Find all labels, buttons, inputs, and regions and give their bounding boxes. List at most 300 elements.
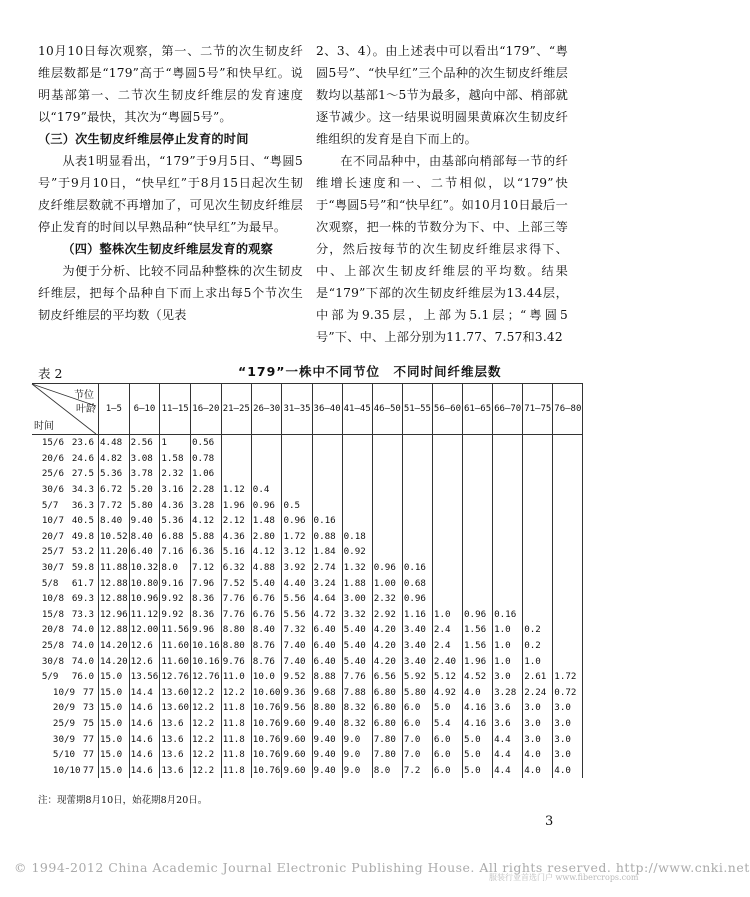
table-label: 表 2 [38,366,63,381]
right-column [316,40,568,348]
table-cell: 11.88 [99,560,130,576]
table-cell: 2.56 [129,435,160,451]
row-date: 25/9 [52,717,76,729]
table-cell: 5.56 [282,607,312,623]
table-cell [312,482,342,498]
left-paragraph-3: 为便于分析、比较不同品种整株的次生韧皮纤维层，把每个品种自下而上求出每5个节次生韧皮纤维层的平均数（见表 [38,264,303,322]
table-cell [493,560,523,576]
table-cell [493,466,523,482]
row-date-and-leaf [32,762,99,778]
table-row [32,529,583,545]
table-cell: 3.32 [342,607,372,623]
row-date: 5/10 [52,749,76,761]
table-cell [523,607,553,623]
row-date-and-leaf [32,653,99,669]
table-cell: 9.60 [282,716,312,732]
table-cell: 5.0 [463,762,493,778]
table-row [32,607,583,623]
table-cell: 12.2 [191,685,222,701]
table-row [32,700,583,716]
table-cell [463,529,493,545]
table-cell: 1 [160,435,191,451]
table-cell [553,497,583,513]
column-header: 66—70 [493,384,523,435]
table-cell: 12.2 [191,700,222,716]
table-cell: 4.4 [493,762,523,778]
table-cell: 6.80 [372,700,402,716]
row-date-and-leaf [32,466,99,482]
table-cell [523,575,553,591]
table-cell: 8.36 [191,607,222,623]
table-cell: 1.72 [553,669,583,685]
table-cell: 12.76 [191,669,222,685]
table-row [32,685,583,701]
table-cell: 7.76 [342,669,372,685]
table-cell: 4.0 [523,747,553,763]
row-leaf-age: 69.3 [71,593,94,605]
table-cell: 9.0 [342,731,372,747]
row-date-and-leaf [32,529,99,545]
table-cell: 4.92 [432,685,462,701]
table-cell [463,435,493,451]
table-cell [402,466,432,482]
table-row [32,731,583,747]
table-row [32,716,583,732]
table-cell: 15.0 [99,747,130,763]
table-cell: 1.0 [523,653,553,669]
table-cell [312,435,342,451]
table-row [32,591,583,607]
table-cell: 9.52 [282,669,312,685]
table-cell: 6.0 [432,731,462,747]
row-date: 30/7 [41,562,64,574]
table-cell [282,451,312,467]
row-date: 15/8 [41,608,64,620]
row-date: 5/8 [41,577,59,589]
table-cell [493,435,523,451]
table-cell: 5.40 [342,638,372,654]
table-cell: 14.4 [129,685,160,701]
table-cell: 2.12 [221,513,251,529]
table-cell: 15.0 [99,716,130,732]
table-cell [523,560,553,576]
row-date: 30/8 [41,655,64,667]
table-cell [402,513,432,529]
table-cell: 1.96 [463,653,493,669]
row-date-and-leaf [32,497,99,513]
table-cell: 4.4 [493,731,523,747]
table-cell: 5.36 [160,513,191,529]
table-cell: 2.4 [432,622,462,638]
table-cell [523,497,553,513]
column-header: 16—20 [191,384,222,435]
row-date: 10/10 [52,764,81,776]
table-cell [402,482,432,498]
table-cell: 13.6 [160,716,191,732]
table-cell: 12.88 [99,622,130,638]
table-cell: 5.20 [129,482,160,498]
column-header: 26—30 [251,384,282,435]
table-cell: 6.0 [432,747,462,763]
table-cell: 6.76 [251,591,282,607]
table-cell: 15.0 [99,685,130,701]
row-date-and-leaf [32,544,99,560]
table-cell: 11.8 [221,762,251,778]
table-cell: 13.6 [160,731,191,747]
table-cell: 4.16 [463,700,493,716]
table-cell: 11.60 [160,638,191,654]
table-cell: 1.56 [463,638,493,654]
table-cell: 1.84 [312,544,342,560]
table-cell: 2.28 [191,482,222,498]
table-cell: 6.0 [432,762,462,778]
table-cell: 8.40 [129,529,160,545]
table-cell: 7.72 [99,497,130,513]
table-cell [463,451,493,467]
page-number: 3 [545,814,554,829]
table-cell [402,435,432,451]
table-cell: 9.60 [282,747,312,763]
table-row [32,466,583,482]
table-cell [372,466,402,482]
row-leaf-age: 73.3 [71,608,94,620]
table-cell: 1.0 [493,622,523,638]
row-date: 10/7 [41,515,64,527]
table-cell: 11.60 [160,653,191,669]
table-cell: 10.16 [191,653,222,669]
table-cell: 4.0 [463,685,493,701]
table-cell: 7.52 [221,575,251,591]
table-cell: 3.24 [312,575,342,591]
table-cell: 7.76 [221,607,251,623]
table-cell [493,482,523,498]
table-cell [251,435,282,451]
row-leaf-age: 75 [82,717,94,729]
table-cell: 12.6 [129,638,160,654]
table-cell [463,466,493,482]
table-cell [553,435,583,451]
table-cell: 3.78 [129,466,160,482]
table-cell: 6.40 [312,622,342,638]
table-cell: 2.32 [160,466,191,482]
table-cell: 3.0 [553,747,583,763]
table-cell [221,435,251,451]
table-cell: 4.36 [221,529,251,545]
row-date-and-leaf [32,731,99,747]
table-body [32,435,583,779]
row-leaf-age: 77 [82,686,94,698]
table-cell: 13.56 [129,669,160,685]
column-header: 71—75 [523,384,553,435]
row-date-and-leaf [32,638,99,654]
table-cell: 4.20 [372,653,402,669]
table-cell: 3.00 [342,591,372,607]
table-cell [553,622,583,638]
table-cell: 14.6 [129,700,160,716]
table-cell: 1.32 [342,560,372,576]
table-cell: 10.96 [129,591,160,607]
row-leaf-age: 73 [82,702,94,714]
table-cell: 3.0 [553,716,583,732]
table-cell: 15.0 [99,669,130,685]
table-cell: 14.6 [129,762,160,778]
row-leaf-age: 74.0 [71,640,94,652]
table-cell: 10.76 [251,700,282,716]
table-cell: 8.40 [99,513,130,529]
table-cell: 1.0 [432,607,462,623]
table-cell: 8.80 [312,700,342,716]
table-cell [523,451,553,467]
table-cell: 4.0 [553,762,583,778]
table-row [32,747,583,763]
table-cell: 3.0 [523,700,553,716]
row-date-and-leaf [32,685,99,701]
table-cell: 6.0 [402,700,432,716]
table-cell: 9.76 [221,653,251,669]
table-cell [312,466,342,482]
row-leaf-age: 53.2 [71,546,94,558]
table-cell: 11.12 [129,607,160,623]
table-cell: 0.96 [402,591,432,607]
table-cell [402,497,432,513]
table-cell: 9.92 [160,607,191,623]
table-cell [553,451,583,467]
table-cell: 4.40 [282,575,312,591]
table-row [32,575,583,591]
table-cell: 11.8 [221,747,251,763]
row-date: 5/7 [41,499,59,511]
table-cell [493,451,523,467]
table-cell: 8.88 [312,669,342,685]
table-cell: 1.88 [342,575,372,591]
table-cell: 0.18 [342,529,372,545]
table-cell: 12.2 [191,731,222,747]
table-cell [553,482,583,498]
row-date-and-leaf [32,622,99,638]
table-cell: 5.40 [342,622,372,638]
table-cell [523,513,553,529]
table-cell: 0.5 [282,497,312,513]
table-cell: 5.88 [191,529,222,545]
table-cell: 8.0 [160,560,191,576]
table-cell: 0.16 [402,560,432,576]
table-cell: 7.0 [402,747,432,763]
row-leaf-age: 76.0 [71,671,94,683]
table-cell: 8.80 [221,622,251,638]
table-cell [372,544,402,560]
section-heading-4: （四）整株次生韧皮纤维层发育的观察 [62,242,273,256]
table-cell: 1.00 [372,575,402,591]
row-date-and-leaf [32,435,99,451]
row-leaf-age: 74.0 [71,624,94,636]
table-cell: 8.32 [342,700,372,716]
table-cell: 4.4 [493,747,523,763]
table-cell: 9.0 [342,762,372,778]
table-cell [402,544,432,560]
table-cell: 13.6 [160,762,191,778]
table-cell: 10.60 [251,685,282,701]
table-cell: 2.61 [523,669,553,685]
table-cell: 2.4 [432,638,462,654]
table-cell: 6.32 [221,560,251,576]
table-cell: 7.80 [372,731,402,747]
table-row [32,482,583,498]
table-cell: 5.12 [432,669,462,685]
table-cell: 11.20 [99,544,130,560]
table-row [32,451,583,467]
row-date: 25/6 [41,468,64,480]
table-cell: 6.56 [372,669,402,685]
table-cell: 4.48 [99,435,130,451]
table-cell: 1.06 [191,466,222,482]
table-cell: 14.20 [99,653,130,669]
table-cell [553,544,583,560]
table-cell: 10.76 [251,747,282,763]
row-leaf-age: 49.8 [71,530,94,542]
table-cell: 10.16 [191,638,222,654]
table-cell [432,497,462,513]
column-header: 1—5 [99,384,130,435]
table-cell: 9.92 [160,591,191,607]
table-cell [463,544,493,560]
table-cell: 0.96 [282,513,312,529]
left-column [38,40,303,326]
table-cell: 14.6 [129,716,160,732]
table-cell: 1.0 [493,638,523,654]
row-leaf-age: 59.8 [71,562,94,574]
fiber-layer-table [32,383,583,778]
table-cell: 7.96 [191,575,222,591]
table-cell: 3.6 [493,716,523,732]
row-date-and-leaf [32,747,99,763]
table-cell [463,591,493,607]
table-cell [432,575,462,591]
table-cell: 2.40 [432,653,462,669]
table-cell: 7.2 [402,762,432,778]
table-cell [342,466,372,482]
table-cell: 9.40 [312,762,342,778]
row-date-and-leaf [32,451,99,467]
table-row [32,560,583,576]
row-date: 10/9 [52,686,76,698]
column-header: 61—65 [463,384,493,435]
table-cell [342,482,372,498]
table-cell [523,482,553,498]
table-cell [251,466,282,482]
table-cell [432,482,462,498]
table-cell: 2.80 [251,529,282,545]
table-cell [553,529,583,545]
table-cell [523,544,553,560]
table-cell [463,560,493,576]
right-paragraph-2: 在不同品种中，由基部向梢部每一节的纤维增长速度和一、二节相似，以“179”快于“粤圆5号”和“快早红”。如10月10日最后一次观察，把一株的节数分为下、中、上部三等分，然后按每节的次生韧皮纤维层求得下、中、上部次生韧皮纤维层的平均数。结果是“179”下部的次生韧皮纤维层为13.44层，中部为9.35层，上部为5.1层；“粤圆5号”下、中、上部分别为11.77、7.57和3.42 [316,154,568,344]
table-cell: 5.36 [99,466,130,482]
table-cell [493,544,523,560]
column-header: 41—45 [342,384,372,435]
table-cell [432,591,462,607]
table-cell [282,482,312,498]
row-leaf-age: 40.5 [71,515,94,527]
table-row [32,653,583,669]
table-cell: 5.4 [432,716,462,732]
table-cell: 0.56 [191,435,222,451]
table-cell: 2.32 [372,591,402,607]
table-cell [553,591,583,607]
table-cell: 0.88 [312,529,342,545]
table-cell: 9.40 [129,513,160,529]
table-cell: 4.0 [523,762,553,778]
table-cell: 3.40 [402,653,432,669]
table-cell: 10.76 [251,731,282,747]
table-cell: 4.82 [99,451,130,467]
table-cell: 11.8 [221,716,251,732]
table-cell [432,544,462,560]
row-date-and-leaf [32,591,99,607]
row-date: 10/8 [41,593,64,605]
table-cell: 8.80 [221,638,251,654]
table-cell: 10.76 [251,716,282,732]
table-cell [553,638,583,654]
table-cell [432,529,462,545]
row-leaf-age: 23.6 [71,437,94,449]
table-cell: 15.0 [99,700,130,716]
table-cell: 2.74 [312,560,342,576]
table-cell: 5.92 [402,669,432,685]
table-row [32,435,583,451]
table-cell: 14.20 [99,638,130,654]
table-cell: 4.36 [160,497,191,513]
table-cell: 12.00 [129,622,160,638]
table-cell: 6.88 [160,529,191,545]
table-header-row [32,384,583,435]
table-cell [553,607,583,623]
table-cell: 3.0 [523,731,553,747]
table-cell: 0.2 [523,638,553,654]
row-date: 15/6 [41,437,64,449]
table-cell: 3.40 [402,638,432,654]
column-header: 46—50 [372,384,402,435]
table-cell [493,575,523,591]
table-cell: 7.16 [160,544,191,560]
table-cell: 0.72 [553,685,583,701]
table-cell: 3.0 [523,716,553,732]
table-cell: 3.0 [553,731,583,747]
table-cell: 3.0 [493,669,523,685]
row-leaf-age: 61.7 [71,577,94,589]
column-header: 11—15 [160,384,191,435]
table-cell: 0.68 [402,575,432,591]
table-title: “179”一株中不同节位 不同时间纤维层数 [238,364,502,379]
table-cell [372,529,402,545]
table-cell [463,497,493,513]
table-cell: 8.40 [251,622,282,638]
row-leaf-age: 77 [82,764,94,776]
table-cell [372,435,402,451]
table-footnote: 注：现蕾期8月10日，始花期8月20日。 [38,795,208,806]
right-paragraph-1: 2、3、4）。由上述表中可以看出“179”、“粤圆5号”、“快早红”三个品种的次生韧皮纤维层数均以基部1～5节为最多，越向中部、梢部就逐节减少。这一结果说明圆果黄麻次生韧皮纤维组织的发育是自下而上的。 [316,44,568,146]
table-cell: 1.12 [221,482,251,498]
table-cell [432,513,462,529]
table-cell: 5.80 [129,497,160,513]
table-cell: 3.28 [493,685,523,701]
table-cell: 10.0 [251,669,282,685]
table-cell [342,435,372,451]
table-cell: 6.0 [402,716,432,732]
table-cell: 6.80 [372,685,402,701]
table-cell: 10.76 [251,762,282,778]
copyright-notice: © 1994-2012 China Academic Journal Electronic Publishing House. All rights reserved. http://www.cnki.net [14,860,750,875]
table-cell: 4.64 [312,591,342,607]
